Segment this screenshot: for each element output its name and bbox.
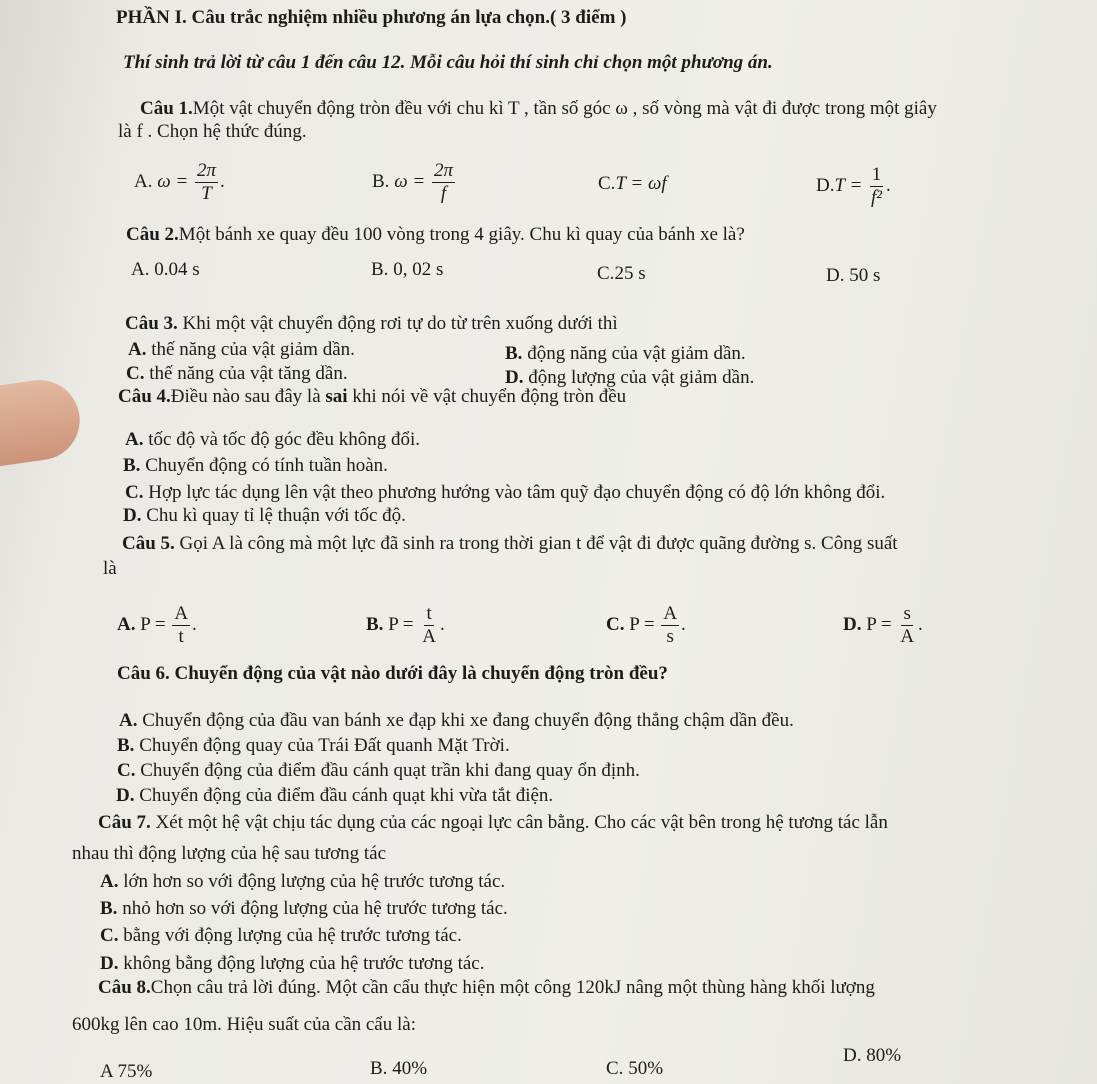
q5-c-num: A (663, 603, 678, 624)
q8-option-a[interactable] (100, 1060, 152, 1084)
section-instruction: Thí sinh trả lời từ câu 1 đến câu 12. Mỗi câu hỏi thí sinh chỉ chọn một phương án. (123, 52, 773, 73)
q3-option-a[interactable] (128, 338, 355, 362)
q3-stem (125, 312, 618, 336)
q2-a-text: 0.04 s (154, 259, 200, 280)
q7-option-b[interactable] (100, 897, 508, 921)
q1-b-den: f (440, 183, 447, 204)
q6-d-key: D. (116, 785, 135, 806)
q3-option-b[interactable] (505, 342, 746, 366)
q5-stem-line1 (122, 532, 898, 556)
q5-a-key: A. (117, 613, 136, 635)
section-title: PHẦN I. Câu trắc nghiệm nhiều phương án lựa chọn.( 3 điểm ) (116, 7, 627, 28)
q5-b-lhs: P = (388, 613, 414, 635)
q4-option-d[interactable] (123, 504, 406, 528)
q7-option-d[interactable] (100, 952, 485, 976)
q2-b-key: B. (371, 259, 389, 280)
q5-d-frac (898, 603, 916, 648)
q8-label: Câu 8. (98, 977, 151, 998)
q1-option-d[interactable] (816, 164, 891, 209)
q6-b-key: B. (117, 735, 135, 756)
q5-a-frac (172, 603, 190, 648)
q4-option-b[interactable] (123, 454, 388, 478)
q2-option-b[interactable] (371, 258, 443, 282)
q1-c-expr: T = ωf (615, 173, 667, 194)
q1-stem-line1 (140, 97, 937, 121)
q8-text-1: Chọn câu trả lời đúng. Một cần cẩu thực hiện một công 120kJ nâng một thùng hàng khối lượng (150, 977, 875, 998)
q7-text-2: nhau thì động lượng của hệ sau tương tác (72, 843, 387, 864)
q8-d-text: 80% (866, 1045, 902, 1066)
q8-a-key: A (100, 1061, 113, 1082)
q8-stem-line1 (98, 976, 875, 1000)
q1-option-c[interactable] (598, 172, 667, 196)
q5-b-frac (420, 603, 438, 648)
q3-text: Khi một vật chuyển động rơi tự do từ trên xuống dưới thì (182, 313, 618, 334)
q2-stem (126, 223, 745, 247)
q5-c-den: s (666, 626, 674, 647)
q5-c-tail: . (681, 613, 686, 635)
q1-a-lhs: ω = (157, 170, 189, 192)
q5-option-d[interactable] (843, 603, 923, 648)
q8-b-key: B. (370, 1058, 388, 1079)
q1-d-num: 1 (871, 164, 882, 185)
q6-d-text: Chuyển động của điểm đầu cánh quạt khi vừa tắt điện. (139, 785, 554, 806)
q4-b-key: B. (123, 455, 141, 476)
q1-text-2: là f . Chọn hệ thức đúng. (118, 121, 307, 142)
q1-d-lhs: T = (834, 174, 863, 196)
q5-b-den: A (422, 626, 436, 647)
q2-b-text: 0, 02 s (393, 259, 444, 280)
q7-option-c[interactable] (100, 924, 462, 948)
q8-option-b[interactable] (370, 1057, 427, 1081)
q6-text: Chuyển động của vật nào dưới đây là chuyển động tròn đều? (174, 663, 668, 684)
q6-option-d[interactable] (116, 784, 553, 808)
q6-a-key: A. (119, 710, 138, 731)
q4-c-text: Hợp lực tác dụng lên vật theo phương hướng vào tâm quỹ đạo chuyển động có độ lớn không đổi. (148, 482, 886, 503)
q2-option-a[interactable] (131, 258, 200, 282)
q4-stem (118, 385, 626, 409)
q1-option-b[interactable] (372, 160, 457, 205)
q5-d-den: A (900, 626, 915, 647)
q3-a-text: thế năng của vật giảm dần. (151, 339, 355, 360)
q1-text-1: Một vật chuyển động tròn đều với chu kì T , tần số góc ω , số vòng mà vật đi được trong một giây (192, 98, 937, 119)
q2-d-key: D. (826, 265, 845, 286)
q3-d-key: D. (505, 367, 524, 388)
q7-text-1: Xét một hệ vật chịu tác dụng của các ngoại lực cân bằng. Cho các vật bên trong hệ tương tác lẫn (155, 812, 888, 833)
q7-option-a[interactable] (100, 870, 505, 894)
q3-option-c[interactable] (126, 362, 348, 386)
q5-c-frac (661, 603, 679, 648)
q8-a-text: 75% (117, 1061, 153, 1082)
q3-c-text: thế năng của vật tăng dần. (149, 363, 348, 384)
q1-b-key: B. (372, 170, 390, 192)
q1-b-frac (432, 160, 455, 205)
q5-a-lhs: P = (140, 613, 166, 635)
q1-option-a[interactable] (134, 160, 225, 205)
q5-d-tail: . (918, 613, 923, 635)
q8-c-key: C. (606, 1058, 624, 1079)
q6-c-text: Chuyển động của điểm đầu cánh quạt trần khi đang quay ổn định. (140, 760, 640, 781)
q5-d-key: D. (843, 613, 862, 635)
q4-c-key: C. (125, 482, 144, 503)
q5-label: Câu 5. (122, 533, 175, 554)
q4-d-key: D. (123, 505, 142, 526)
q4-label: Câu 4. (118, 386, 171, 407)
q4-b-text: Chuyển động có tính tuần hoàn. (145, 455, 388, 476)
q8-b-text: 40% (392, 1058, 428, 1079)
q2-label: Câu 2. (126, 224, 179, 245)
q1-a-num: 2π (196, 160, 217, 181)
q5-text-2: là (103, 558, 117, 579)
q6-c-key: C. (117, 760, 136, 781)
q1-a-tail: . (220, 170, 225, 192)
q2-option-d[interactable] (826, 264, 880, 288)
q1-d-key: D. (816, 174, 835, 196)
q3-c-key: C. (126, 363, 145, 384)
q4-text-post: khi nói về vật chuyển động tròn đều (347, 386, 627, 407)
q5-a-den: t (178, 626, 184, 647)
q4-text-pre: Điều nào sau đây là (170, 386, 326, 407)
q5-d-num: s (903, 603, 911, 624)
q6-option-a[interactable] (119, 709, 794, 733)
q8-c-text: 50% (628, 1058, 664, 1079)
q7-c-text: bằng với động lượng của hệ trước tương tác. (123, 925, 462, 946)
q7-d-text: không bằng động lượng của hệ trước tương tác. (123, 953, 485, 974)
q5-b-key: B. (366, 613, 384, 635)
q6-stem (117, 662, 668, 686)
q3-a-key: A. (128, 339, 147, 360)
q2-d-text: 50 s (849, 265, 881, 286)
q1-b-lhs: ω = (394, 170, 426, 192)
q4-text-bold: sai (325, 386, 348, 407)
q5-a-tail: . (192, 613, 197, 635)
q1-a-frac (195, 160, 218, 205)
q1-d-den: f² (871, 187, 883, 208)
q1-d-tail: . (886, 174, 891, 196)
q5-d-lhs: P = (866, 613, 892, 635)
q5-c-lhs: P = (629, 613, 655, 635)
q7-stem-line1 (98, 811, 888, 835)
q6-label: Câu 6. (117, 663, 170, 684)
q6-option-c[interactable] (117, 759, 640, 783)
q8-option-c[interactable] (606, 1057, 663, 1081)
q4-option-c[interactable] (125, 481, 885, 505)
q1-a-key: A. (134, 170, 153, 192)
q3-d-text: động lượng của vật giảm dần. (528, 367, 755, 388)
q5-option-a[interactable] (117, 603, 197, 648)
q8-d-key: D. (843, 1045, 862, 1066)
q5-b-num: t (426, 603, 432, 624)
q5-a-num: A (174, 603, 189, 624)
q1-a-den: T (201, 183, 212, 204)
q2-option-c[interactable] (597, 262, 646, 286)
q4-option-a[interactable] (125, 428, 420, 452)
q6-a-text: Chuyển động của đầu van bánh xe đạp khi xe đang chuyển động thẳng chậm dần đều. (142, 710, 794, 731)
q8-text-2: 600kg lên cao 10m. Hiệu suất của cần cẩu là: (72, 1014, 416, 1035)
q5-option-b[interactable] (366, 603, 445, 648)
q7-b-text: nhỏ hơn so với động lượng của hệ trước tương tác. (122, 898, 508, 919)
q5-option-c[interactable] (606, 603, 686, 648)
q1-c-key: C. (598, 173, 616, 194)
q3-label: Câu 3. (125, 313, 178, 334)
q2-a-key: A. (131, 259, 150, 280)
q1-b-num: 2π (433, 160, 453, 181)
q7-a-key: A. (100, 871, 119, 892)
q3-b-text: động năng của vật giảm dần. (527, 343, 746, 364)
q6-b-text: Chuyển động quay của Trái Đất quanh Mặt Trời. (139, 735, 510, 756)
q4-a-key: A. (125, 429, 144, 450)
finger-shadow (0, 375, 85, 475)
q6-option-b[interactable] (117, 734, 510, 758)
q8-option-d[interactable] (843, 1044, 901, 1068)
q7-a-text: lớn hơn so với động lượng của hệ trước tương tác. (123, 871, 506, 892)
q5-text-1: Gọi A là công mà một lực đã sinh ra trong thời gian t để vật đi được quãng đường s. Công suất (179, 533, 898, 554)
q5-c-key: C. (606, 613, 625, 635)
q7-c-key: C. (100, 925, 119, 946)
q4-a-text: tốc độ và tốc độ góc đều không đổi. (148, 429, 420, 450)
q2-text: Một bánh xe quay đều 100 vòng trong 4 giây. Chu kì quay của bánh xe là? (178, 224, 745, 245)
q5-b-tail: . (440, 613, 445, 635)
q2-c-text: 25 s (614, 263, 646, 284)
q4-d-text: Chu kì quay tỉ lệ thuận với tốc độ. (146, 505, 406, 526)
q1-d-frac (869, 164, 884, 209)
q3-b-key: B. (505, 343, 523, 364)
q2-c-key: C. (597, 263, 615, 284)
q7-b-key: B. (100, 898, 118, 919)
q7-label: Câu 7. (98, 812, 151, 833)
q7-d-key: D. (100, 953, 119, 974)
q1-label: Câu 1. (140, 98, 193, 119)
